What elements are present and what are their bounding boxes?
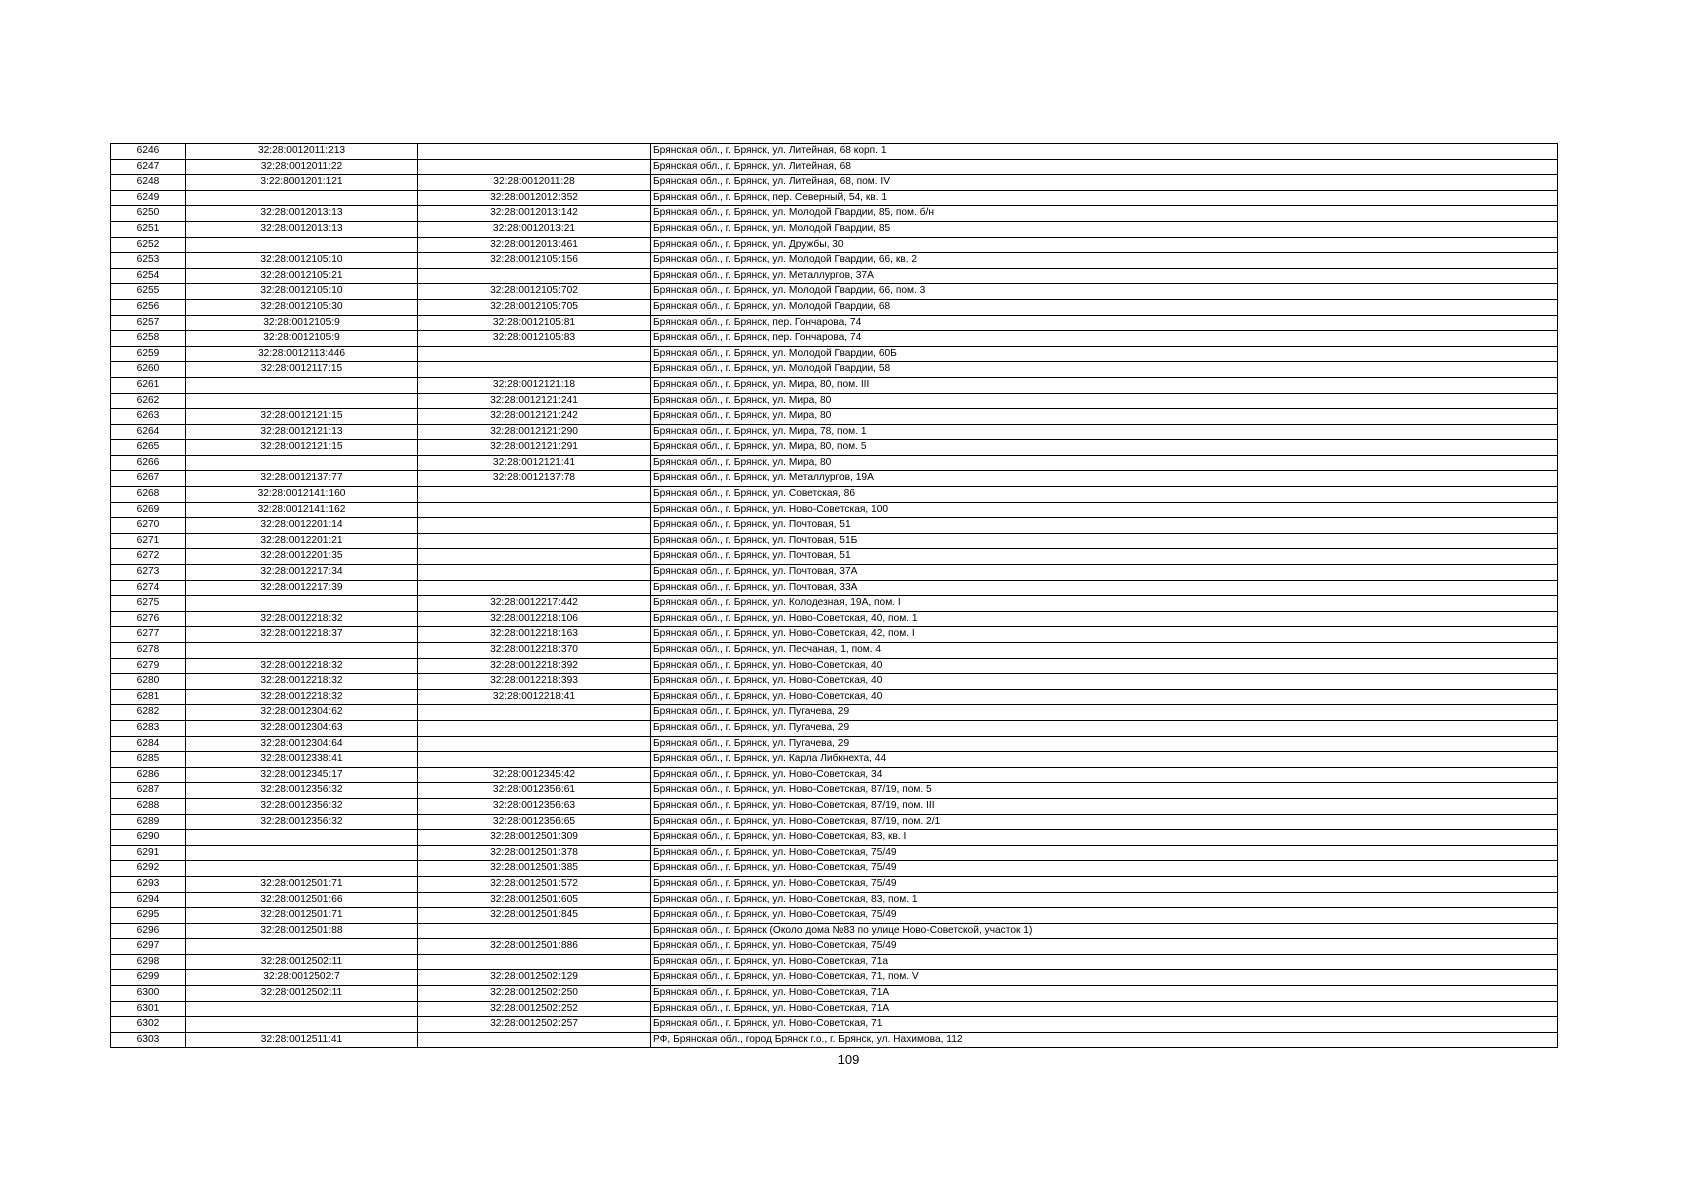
object-cadastral-number-cell: 32:28:0012501:309 [418, 830, 651, 846]
row-number-cell: 6251 [111, 221, 186, 237]
cadastral-number-cell: 32:28:0012218:32 [186, 689, 418, 705]
row-number-cell: 6263 [111, 409, 186, 425]
object-cadastral-number-cell: 32:28:0012501:572 [418, 876, 651, 892]
cadastral-number-cell: 32:28:0012113:446 [186, 346, 418, 362]
address-cell: Брянская обл., г. Брянск, ул. Ново-Советская, 100 [651, 502, 1558, 518]
object-cadastral-number-cell: 32:28:0012218:163 [418, 627, 651, 643]
table-row [111, 393, 1558, 409]
row-number-cell: 6288 [111, 798, 186, 814]
address-cell: Брянская обл., г. Брянск, ул. Карла Либкнехта, 44 [651, 752, 1558, 768]
row-number-cell: 6294 [111, 892, 186, 908]
table-row [111, 954, 1558, 970]
address-cell: Брянская обл., г. Брянск, ул. Металлургов, 19А [651, 471, 1558, 487]
object-cadastral-number-cell: 32:28:0012105:702 [418, 284, 651, 300]
table-row [111, 767, 1558, 783]
row-number-cell: 6266 [111, 455, 186, 471]
object-cadastral-number-cell: 32:28:0012121:291 [418, 440, 651, 456]
cadastral-number-cell [186, 861, 418, 877]
row-number-cell: 6285 [111, 752, 186, 768]
address-cell: Брянская обл., г. Брянск, ул. Ново-Советская, 75/49 [651, 845, 1558, 861]
cadastral-number-cell: 32:28:0012105:10 [186, 253, 418, 269]
object-cadastral-number-cell [418, 159, 651, 175]
object-cadastral-number-cell [418, 144, 651, 160]
object-cadastral-number-cell: 32:28:0012218:393 [418, 674, 651, 690]
address-cell: Брянская обл., г. Брянск, ул. Ново-Советская, 71А [651, 986, 1558, 1002]
address-cell: Брянская обл., г. Брянск, ул. Мира, 80, пом. III [651, 377, 1558, 393]
address-cell: РФ, Брянская обл., город Брянск г.о., г. Брянск, ул. Нахимова, 112 [651, 1032, 1558, 1048]
cadastral-number-cell: 32:28:0012121:15 [186, 440, 418, 456]
address-cell: Брянская обл., г. Брянск, ул. Молодой Гвардии, 85, пом. б/н [651, 206, 1558, 222]
cadastral-number-cell: 32:28:0012502:11 [186, 954, 418, 970]
address-cell: Брянская обл., г. Брянск, ул. Литейная, 68 [651, 159, 1558, 175]
object-cadastral-number-cell [418, 362, 651, 378]
cadastral-number-cell: 32:28:0012217:34 [186, 565, 418, 581]
cadastral-number-cell: 32:28:0012218:32 [186, 674, 418, 690]
table-row [111, 643, 1558, 659]
cadastral-number-cell: 32:28:0012501:66 [186, 892, 418, 908]
object-cadastral-number-cell: 32:28:0012501:886 [418, 939, 651, 955]
row-number-cell: 6276 [111, 611, 186, 627]
table-row [111, 487, 1558, 503]
object-cadastral-number-cell [418, 752, 651, 768]
row-number-cell: 6247 [111, 159, 186, 175]
row-number-cell: 6250 [111, 206, 186, 222]
object-cadastral-number-cell: 32:28:0012013:142 [418, 206, 651, 222]
table-row [111, 549, 1558, 565]
cadastral-number-cell [186, 237, 418, 253]
object-cadastral-number-cell: 32:28:0012013:21 [418, 221, 651, 237]
row-number-cell: 6262 [111, 393, 186, 409]
address-cell: Брянская обл., г. Брянск, ул. Литейная, 68 корп. 1 [651, 144, 1558, 160]
row-number-cell: 6287 [111, 783, 186, 799]
object-cadastral-number-cell: 32:28:0012345:42 [418, 767, 651, 783]
table-row [111, 611, 1558, 627]
row-number-cell: 6289 [111, 814, 186, 830]
cadastral-number-cell: 32:28:0012201:35 [186, 549, 418, 565]
object-cadastral-number-cell: 32:28:0012502:252 [418, 1001, 651, 1017]
table-row [111, 845, 1558, 861]
object-cadastral-number-cell: 32:28:0012502:257 [418, 1017, 651, 1033]
cadastral-number-cell: 32:28:0012304:63 [186, 720, 418, 736]
cadastral-number-cell: 32:28:0012304:64 [186, 736, 418, 752]
object-cadastral-number-cell [418, 720, 651, 736]
cadastral-number-cell: 32:28:0012501:71 [186, 876, 418, 892]
address-cell: Брянская обл., г. Брянск, ул. Ново-Советская, 34 [651, 767, 1558, 783]
address-cell: Брянская обл., г. Брянск, ул. Ново-Советская, 71А [651, 1001, 1558, 1017]
cadastral-number-cell: 32:28:0012356:32 [186, 783, 418, 799]
object-cadastral-number-cell [418, 518, 651, 534]
row-number-cell: 6256 [111, 299, 186, 315]
address-cell: Брянская обл., г. Брянск, ул. Ново-Советская, 75/49 [651, 908, 1558, 924]
object-cadastral-number-cell: 32:28:0012502:250 [418, 986, 651, 1002]
object-cadastral-number-cell: 32:28:0012218:106 [418, 611, 651, 627]
table-row [111, 783, 1558, 799]
cadastral-number-cell: 32:28:0012511:41 [186, 1032, 418, 1048]
table-row [111, 689, 1558, 705]
object-cadastral-number-cell: 32:28:0012218:370 [418, 643, 651, 659]
table-row [111, 253, 1558, 269]
cadastral-number-cell: 32:28:0012141:162 [186, 502, 418, 518]
address-cell: Брянская обл., г. Брянск, пер. Гончарова, 74 [651, 331, 1558, 347]
address-cell: Брянская обл., г. Брянск, ул. Песчаная, 1, пом. 4 [651, 643, 1558, 659]
cadastral-number-cell: 32:28:0012105:9 [186, 315, 418, 331]
cadastral-number-cell: 32:28:0012338:41 [186, 752, 418, 768]
address-cell: Брянская обл., г. Брянск, ул. Мира, 80 [651, 455, 1558, 471]
row-number-cell: 6260 [111, 362, 186, 378]
object-cadastral-number-cell [418, 487, 651, 503]
table-row [111, 144, 1558, 160]
table-row [111, 518, 1558, 534]
cadastral-number-cell: 32:28:0012501:71 [186, 908, 418, 924]
table-row [111, 159, 1558, 175]
row-number-cell: 6267 [111, 471, 186, 487]
cadastral-number-cell [186, 377, 418, 393]
address-cell: Брянская обл., г. Брянск, ул. Почтовая, 51 [651, 518, 1558, 534]
table-row [111, 939, 1558, 955]
object-cadastral-number-cell: 32:28:0012011:28 [418, 175, 651, 191]
table-row [111, 986, 1558, 1002]
object-cadastral-number-cell [418, 346, 651, 362]
address-cell: Брянская обл., г. Брянск, ул. Пугачева, 29 [651, 705, 1558, 721]
address-cell: Брянская обл., г. Брянск, ул. Ново-Советская, 87/19, пом. III [651, 798, 1558, 814]
object-cadastral-number-cell [418, 533, 651, 549]
table-row [111, 861, 1558, 877]
table-row [111, 362, 1558, 378]
table-row [111, 627, 1558, 643]
row-number-cell: 6298 [111, 954, 186, 970]
table-row [111, 221, 1558, 237]
cadastral-number-cell: 3:22:8001201:121 [186, 175, 418, 191]
address-cell: Брянская обл., г. Брянск, ул. Ново-Советская, 42, пом. I [651, 627, 1558, 643]
address-cell: Брянская обл., г. Брянск, ул. Почтовая, 51 [651, 549, 1558, 565]
object-cadastral-number-cell: 32:28:0012218:41 [418, 689, 651, 705]
row-number-cell: 6283 [111, 720, 186, 736]
object-cadastral-number-cell [418, 923, 651, 939]
row-number-cell: 6279 [111, 658, 186, 674]
row-number-cell: 6269 [111, 502, 186, 518]
row-number-cell: 6252 [111, 237, 186, 253]
row-number-cell: 6278 [111, 643, 186, 659]
address-cell: Брянская обл., г. Брянск, ул. Мира, 80 [651, 393, 1558, 409]
address-cell: Брянская обл., г. Брянск, ул. Ново-Советская, 71, пом. V [651, 970, 1558, 986]
address-cell: Брянская обл., г. Брянск, ул. Молодой Гвардии, 58 [651, 362, 1558, 378]
table-row [111, 502, 1558, 518]
row-number-cell: 6259 [111, 346, 186, 362]
cadastral-number-cell: 32:28:0012117:15 [186, 362, 418, 378]
table-row [111, 908, 1558, 924]
cadastral-number-cell: 32:28:0012011:213 [186, 144, 418, 160]
address-cell: Брянская обл., г. Брянск, ул. Мира, 78, пом. 1 [651, 424, 1558, 440]
row-number-cell: 6261 [111, 377, 186, 393]
cadastral-number-cell [186, 1017, 418, 1033]
table-row [111, 331, 1558, 347]
object-cadastral-number-cell [418, 268, 651, 284]
object-cadastral-number-cell [418, 502, 651, 518]
object-cadastral-number-cell: 32:28:0012121:18 [418, 377, 651, 393]
cadastral-number-cell: 32:28:0012013:13 [186, 221, 418, 237]
object-cadastral-number-cell: 32:28:0012217:442 [418, 596, 651, 612]
cadastral-number-cell: 32:28:0012356:32 [186, 798, 418, 814]
object-cadastral-number-cell: 32:28:0012218:392 [418, 658, 651, 674]
page-number: 109 [837, 1052, 860, 1067]
cadastral-number-cell: 32:28:0012345:17 [186, 767, 418, 783]
object-cadastral-number-cell: 32:28:0012502:129 [418, 970, 651, 986]
row-number-cell: 6265 [111, 440, 186, 456]
table-row [111, 1017, 1558, 1033]
property-register-table [110, 143, 1558, 1048]
address-cell: Брянская обл., г. Брянск, пер. Северный, 54, кв. 1 [651, 190, 1558, 206]
address-cell: Брянская обл., г. Брянск, ул. Ново-Советская, 75/49 [651, 861, 1558, 877]
cadastral-number-cell: 32:28:0012218:37 [186, 627, 418, 643]
table-row [111, 346, 1558, 362]
address-cell: Брянская обл., г. Брянск, ул. Дружбы, 30 [651, 237, 1558, 253]
table-row [111, 409, 1558, 425]
cadastral-number-cell: 32:28:0012217:39 [186, 580, 418, 596]
cadastral-number-cell: 32:28:0012218:32 [186, 658, 418, 674]
address-cell: Брянская обл., г. Брянск, ул. Ново-Советская, 40, пом. 1 [651, 611, 1558, 627]
table-row [111, 268, 1558, 284]
row-number-cell: 6275 [111, 596, 186, 612]
object-cadastral-number-cell: 32:28:0012501:385 [418, 861, 651, 877]
row-number-cell: 6292 [111, 861, 186, 877]
cadastral-number-cell: 32:28:0012105:30 [186, 299, 418, 315]
row-number-cell: 6282 [111, 705, 186, 721]
cadastral-number-cell [186, 939, 418, 955]
row-number-cell: 6248 [111, 175, 186, 191]
object-cadastral-number-cell: 32:28:0012105:705 [418, 299, 651, 315]
address-cell: Брянская обл., г. Брянск, ул. Ново-Советская, 83, кв. I [651, 830, 1558, 846]
cadastral-number-cell: 32:28:0012304:62 [186, 705, 418, 721]
address-cell: Брянская обл., г. Брянск, ул. Пугачева, 29 [651, 736, 1558, 752]
cadastral-number-cell [186, 643, 418, 659]
address-cell: Брянская обл., г. Брянск, ул. Металлургов, 37А [651, 268, 1558, 284]
object-cadastral-number-cell: 32:28:0012356:63 [418, 798, 651, 814]
address-cell: Брянская обл., г. Брянск, ул. Молодой Гвардии, 66, кв. 2 [651, 253, 1558, 269]
address-cell: Брянская обл., г. Брянск, ул. Ново-Советская, 87/19, пом. 2/1 [651, 814, 1558, 830]
cadastral-number-cell: 32:28:0012105:21 [186, 268, 418, 284]
row-number-cell: 6271 [111, 533, 186, 549]
table-row [111, 206, 1558, 222]
table-row [111, 970, 1558, 986]
address-cell: Брянская обл., г. Брянск, ул. Почтовая, 33А [651, 580, 1558, 596]
row-number-cell: 6274 [111, 580, 186, 596]
table-row [111, 377, 1558, 393]
object-cadastral-number-cell: 32:28:0012013:461 [418, 237, 651, 253]
cadastral-number-cell: 32:28:0012105:9 [186, 331, 418, 347]
table-row [111, 720, 1558, 736]
object-cadastral-number-cell: 32:28:0012501:845 [418, 908, 651, 924]
row-number-cell: 6253 [111, 253, 186, 269]
table-row [111, 533, 1558, 549]
object-cadastral-number-cell [418, 565, 651, 581]
cadastral-number-cell: 32:28:0012201:21 [186, 533, 418, 549]
table-row [111, 892, 1558, 908]
table-row [111, 876, 1558, 892]
table-row [111, 830, 1558, 846]
row-number-cell: 6300 [111, 986, 186, 1002]
cadastral-number-cell: 32:28:0012501:88 [186, 923, 418, 939]
row-number-cell: 6301 [111, 1001, 186, 1017]
row-number-cell: 6280 [111, 674, 186, 690]
table-row [111, 736, 1558, 752]
cadastral-number-cell: 32:28:0012502:7 [186, 970, 418, 986]
table-row [111, 923, 1558, 939]
address-cell: Брянская обл., г. Брянск, ул. Мира, 80, пом. 5 [651, 440, 1558, 456]
object-cadastral-number-cell: 32:28:0012121:242 [418, 409, 651, 425]
row-number-cell: 6281 [111, 689, 186, 705]
cadastral-number-cell: 32:28:0012141:160 [186, 487, 418, 503]
object-cadastral-number-cell: 32:28:0012105:156 [418, 253, 651, 269]
table-row [111, 798, 1558, 814]
table-row [111, 471, 1558, 487]
cadastral-number-cell: 32:28:0012201:14 [186, 518, 418, 534]
row-number-cell: 6270 [111, 518, 186, 534]
row-number-cell: 6284 [111, 736, 186, 752]
object-cadastral-number-cell: 32:28:0012012:352 [418, 190, 651, 206]
row-number-cell: 6286 [111, 767, 186, 783]
table-row [111, 315, 1558, 331]
object-cadastral-number-cell: 32:28:0012121:290 [418, 424, 651, 440]
object-cadastral-number-cell: 32:28:0012121:241 [418, 393, 651, 409]
address-cell: Брянская обл., г. Брянск, ул. Ново-Советская, 40 [651, 674, 1558, 690]
cadastral-number-cell: 32:28:0012218:32 [186, 611, 418, 627]
address-cell: Брянская обл., г. Брянск, ул. Ново-Советская, 71а [651, 954, 1558, 970]
object-cadastral-number-cell: 32:28:0012501:378 [418, 845, 651, 861]
object-cadastral-number-cell: 32:28:0012105:83 [418, 331, 651, 347]
table-row [111, 1032, 1558, 1048]
cadastral-number-cell: 32:28:0012121:15 [186, 409, 418, 425]
cadastral-number-cell: 32:28:0012121:13 [186, 424, 418, 440]
table-row [111, 299, 1558, 315]
address-cell: Брянская обл., г. Брянск, ул. Колодезная, 19А, пом. I [651, 596, 1558, 612]
cadastral-number-cell: 32:28:0012356:32 [186, 814, 418, 830]
table-row [111, 565, 1558, 581]
table-row [111, 580, 1558, 596]
object-cadastral-number-cell [418, 954, 651, 970]
address-cell: Брянская обл., г. Брянск, ул. Молодой Гвардии, 85 [651, 221, 1558, 237]
address-cell: Брянская обл., г. Брянск, ул. Ново-Советская, 71 [651, 1017, 1558, 1033]
object-cadastral-number-cell: 32:28:0012356:61 [418, 783, 651, 799]
table-row [111, 455, 1558, 471]
cadastral-number-cell [186, 1001, 418, 1017]
address-cell: Брянская обл., г. Брянск, ул. Пугачева, 29 [651, 720, 1558, 736]
cadastral-number-cell: 32:28:0012013:13 [186, 206, 418, 222]
cadastral-number-cell [186, 596, 418, 612]
row-number-cell: 6277 [111, 627, 186, 643]
object-cadastral-number-cell: 32:28:0012137:78 [418, 471, 651, 487]
address-cell: Брянская обл., г. Брянск, ул. Ново-Советская, 75/49 [651, 876, 1558, 892]
table-row [111, 596, 1558, 612]
object-cadastral-number-cell: 32:28:0012121:41 [418, 455, 651, 471]
object-cadastral-number-cell [418, 549, 651, 565]
row-number-cell: 6293 [111, 876, 186, 892]
address-cell: Брянская обл., г. Брянск, ул. Ново-Советская, 75/49 [651, 939, 1558, 955]
address-cell: Брянская обл., г. Брянск, ул. Литейная, 68, пом. IV [651, 175, 1558, 191]
row-number-cell: 6268 [111, 487, 186, 503]
address-cell: Брянская обл., г. Брянск, ул. Почтовая, 51Б [651, 533, 1558, 549]
cadastral-number-cell [186, 845, 418, 861]
address-cell: Брянская обл., г. Брянск, ул. Ново-Советская, 83, пом. 1 [651, 892, 1558, 908]
row-number-cell: 6299 [111, 970, 186, 986]
address-cell: Брянская обл., г. Брянск, ул. Ново-Советская, 40 [651, 689, 1558, 705]
table-body [111, 144, 1558, 1048]
cadastral-number-cell: 32:28:0012011:22 [186, 159, 418, 175]
table-row [111, 440, 1558, 456]
cadastral-number-cell: 32:28:0012137:77 [186, 471, 418, 487]
row-number-cell: 6295 [111, 908, 186, 924]
address-cell: Брянская обл., г. Брянск, ул. Молодой Гвардии, 60Б [651, 346, 1558, 362]
table-row [111, 705, 1558, 721]
table-row [111, 175, 1558, 191]
table-row [111, 190, 1558, 206]
row-number-cell: 6291 [111, 845, 186, 861]
table-row [111, 814, 1558, 830]
address-cell: Брянская обл., г. Брянск, ул. Молодой Гвардии, 68 [651, 299, 1558, 315]
cadastral-number-cell: 32:28:0012502:11 [186, 986, 418, 1002]
cadastral-number-cell [186, 830, 418, 846]
row-number-cell: 6303 [111, 1032, 186, 1048]
row-number-cell: 6296 [111, 923, 186, 939]
row-number-cell: 6258 [111, 331, 186, 347]
table-row [111, 674, 1558, 690]
cadastral-number-cell [186, 190, 418, 206]
row-number-cell: 6257 [111, 315, 186, 331]
row-number-cell: 6272 [111, 549, 186, 565]
address-cell: Брянская обл., г. Брянск, пер. Гончарова, 74 [651, 315, 1558, 331]
row-number-cell: 6273 [111, 565, 186, 581]
row-number-cell: 6254 [111, 268, 186, 284]
cadastral-number-cell [186, 393, 418, 409]
cadastral-number-cell [186, 455, 418, 471]
address-cell: Брянская обл., г. Брянск, ул. Советская, 86 [651, 487, 1558, 503]
object-cadastral-number-cell: 32:28:0012501:605 [418, 892, 651, 908]
row-number-cell: 6249 [111, 190, 186, 206]
row-number-cell: 6255 [111, 284, 186, 300]
address-cell: Брянская обл., г. Брянск, ул. Молодой Гвардии, 66, пом. 3 [651, 284, 1558, 300]
row-number-cell: 6246 [111, 144, 186, 160]
object-cadastral-number-cell [418, 736, 651, 752]
row-number-cell: 6264 [111, 424, 186, 440]
address-cell: Брянская обл., г. Брянск, ул. Мира, 80 [651, 409, 1558, 425]
table-row [111, 752, 1558, 768]
table-row [111, 237, 1558, 253]
row-number-cell: 6290 [111, 830, 186, 846]
object-cadastral-number-cell [418, 580, 651, 596]
object-cadastral-number-cell [418, 705, 651, 721]
address-cell: Брянская обл., г. Брянск, ул. Ново-Советская, 87/19, пом. 5 [651, 783, 1558, 799]
object-cadastral-number-cell: 32:28:0012356:65 [418, 814, 651, 830]
object-cadastral-number-cell: 32:28:0012105:81 [418, 315, 651, 331]
table-row [111, 424, 1558, 440]
cadastral-number-cell: 32:28:0012105:10 [186, 284, 418, 300]
table-row [111, 658, 1558, 674]
row-number-cell: 6297 [111, 939, 186, 955]
object-cadastral-number-cell [418, 1032, 651, 1048]
table-row [111, 1001, 1558, 1017]
address-cell: Брянская обл., г. Брянск, ул. Ново-Советская, 40 [651, 658, 1558, 674]
table-row [111, 284, 1558, 300]
row-number-cell: 6302 [111, 1017, 186, 1033]
address-cell: Брянская обл., г. Брянск, ул. Почтовая, 37А [651, 565, 1558, 581]
address-cell: Брянская обл., г. Брянск (Около дома №83 по улице Ново-Советской, участок 1) [651, 923, 1558, 939]
